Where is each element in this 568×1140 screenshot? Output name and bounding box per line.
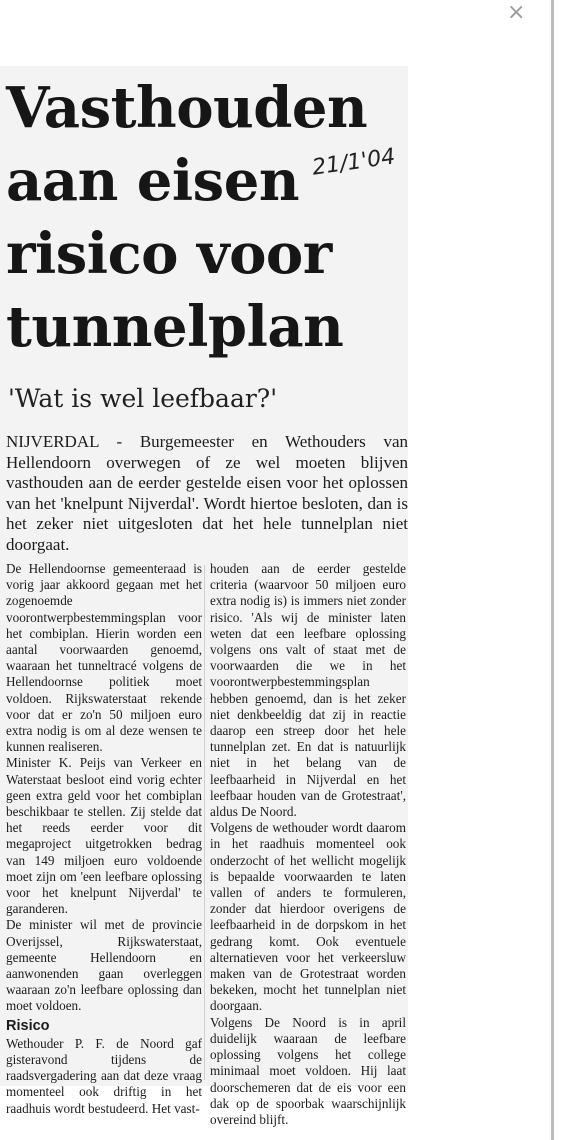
column-divider <box>204 565 205 1080</box>
body-paragraph: Volgens de wethouder wordt daarom in het raadhuis momenteel ook onderzocht of het wellicht mogelijk is bepaalde voorwaarden te laten vallen of anders te formuleren, zonder dat hierdoor overigens de leefbaarheid in de dorpskom in het gedrang komt. Ook eventuele alternatieven voor het verkeersluw maken van de Grotestraat worden bekeken, mocht het tunnelplan niet doorgaan. <box>210 820 406 1014</box>
article-headline <box>6 72 406 364</box>
handwritten-date: 21/1'04 <box>310 144 397 181</box>
headline-line: Vasthouden <box>6 75 368 141</box>
crosshead: Risico <box>6 1017 50 1034</box>
body-paragraph: houden aan de eerder gestelde criteria (waarvoor 50 miljoen euro extra nodig is) is immers niet zonder risico. 'Als wij de minister laten weten dat een leefbare oplossing volgens ons valt of staat met de voorwaarden die we in het voorontwerpbestemmingsplan hebben genoemd, dan is het zeker niet denkbeeldig dat zij in reactie daarop een streep door het hele tunnelplan zet. En dat is natuurlijk niet in het belang van de leefbaarheid in Nijverdal en het leefbaar houden van de Grotestraat', aldus De Noord. <box>210 561 406 820</box>
body-paragraph: Minister K. Peijs van Verkeer en Waterstaat besloot eind vorig echter geen extra geld voor het combiplan beschikbaar te stellen. Zij stelde dat het reeds eerder voor dit megaproject uitgetrokken bedrag van 149 miljoen euro voldoende moet zijn om 'een leefbare oplossing voor het knelpunt Nijverdal' te garanderen. <box>6 755 202 917</box>
close-icon[interactable]: × <box>507 0 526 25</box>
right-column <box>210 561 406 1128</box>
body-paragraph: De minister wil met de provincie Overijssel, Rijkswaterstaat, gemeente Hellendoorn en aanwonenden gaan overleggen waaraan zo'n leefbare oplossing dan moet voldoen. <box>6 917 202 1014</box>
headline-line: aan eisen <box>6 148 300 214</box>
article-lead: NIJVERDAL - Burgemeester en Wethouders van Hellendoorn overwegen of ze wel moeten blijven vasthouden aan de eerder gestelde eisen voor het oplossen van het 'knelpunt Nijverdal'. Wordt hiertoe besloten, dan is het zeker niet uitgesloten dat het hele tunnelplan niet doorgaat. <box>6 432 408 554</box>
body-paragraph: Volgens De Noord is in april duidelijk waaraan de leefbare oplossing volgens het college minimaal moet voldoen. Hij laat doorschemeren dat de eis voor een dak op de spoorbak waarschijnlijk overeind blijft. <box>210 1014 406 1127</box>
scan-edge <box>551 0 554 1140</box>
headline-line: tunnelplan <box>6 294 344 360</box>
body-paragraph: De Hellendoornse gemeenteraad is vorig jaar akkoord gegaan met het zogenoemde voorontwerpbestemmingsplan voor het combiplan. Hierin worden een aantal voorwaarden genoemd, waaraan het tunneltracé volgens de Hellendoornse politiek moet voldoen. Rijkswaterstaat rekende voor dat er zo'n 50 miljoen euro extra nodig is om al deze wensen te kunnen realiseren. <box>6 561 202 755</box>
left-column <box>6 561 202 1117</box>
headline-line: risico voor <box>6 221 332 287</box>
body-paragraph: Wethouder P. F. de Noord gaf gisteravond tijdens de raadsvergadering aan dat deze vraag momenteel ook driftig in het raadhuis wordt bestudeerd. Het vast- <box>6 1035 202 1116</box>
article-subhead: 'Wat is wel leefbaar?' <box>8 384 278 413</box>
